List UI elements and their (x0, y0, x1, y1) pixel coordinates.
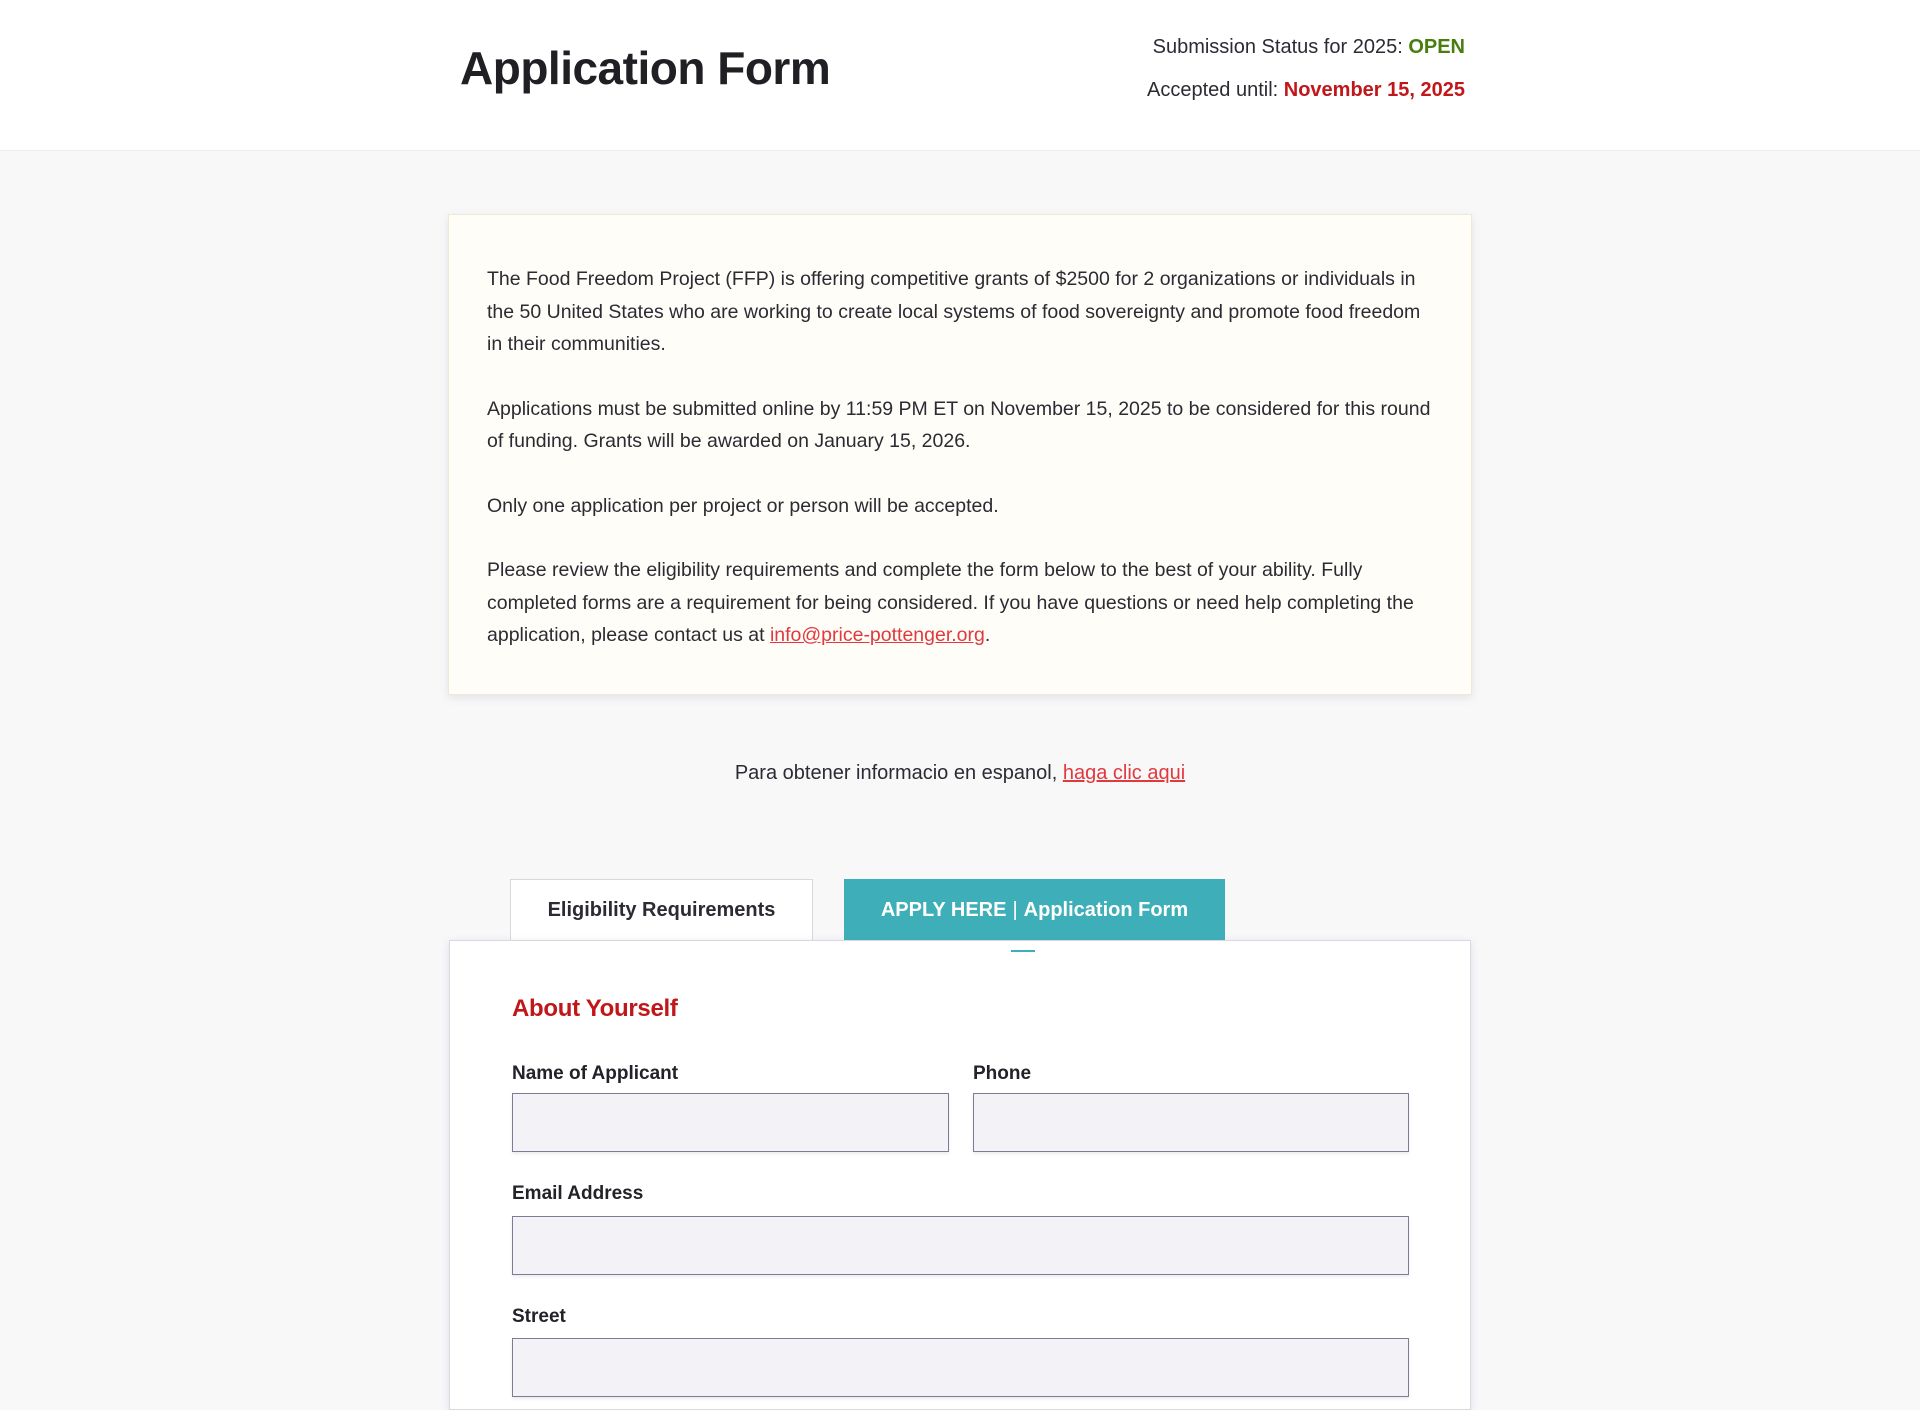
tab-apply-separator: | (1012, 898, 1018, 921)
street-input[interactable] (512, 1338, 1409, 1397)
status-label: Submission Status for 2025: (1152, 36, 1409, 58)
spanish-link[interactable]: haga clic aqui (1062, 762, 1186, 784)
deadline-label: Accepted until: (1147, 79, 1284, 101)
email-label: Email Address (512, 1183, 644, 1204)
section-title-about-yourself: About Yourself (512, 995, 678, 1022)
application-form (449, 940, 1471, 1410)
info-card (448, 214, 1472, 695)
tab-application-form[interactable] (844, 879, 1225, 941)
tab-eligibility-label: Eligibility Requirements (547, 899, 776, 921)
spanish-info (0, 759, 1920, 787)
contact-period: . (984, 624, 991, 646)
tab-apply-suffix: Application Form (1023, 898, 1189, 921)
street-label: Street (512, 1306, 566, 1327)
status-row (1147, 34, 1465, 60)
name-label: Name of Applicant (512, 1063, 679, 1084)
name-input[interactable] (512, 1093, 949, 1152)
info-paragraph-deadline: Applications must be submitted online by 11:59 PM ET on November 15, 2025 to be considered for this round of funding. Grants will be awarded on January 15, 2026. (487, 397, 1431, 452)
page-title: Application Form (460, 42, 831, 94)
phone-input[interactable] (973, 1093, 1409, 1152)
active-tab-indicator (1011, 950, 1035, 952)
tab-eligibility-requirements[interactable] (510, 879, 813, 941)
phone-label: Phone (973, 1063, 1032, 1084)
email-input[interactable] (512, 1216, 1409, 1275)
tab-apply-prefix: APPLY HERE (880, 898, 1007, 921)
info-paragraph-grants: The Food Freedom Project (FFP) is offering competitive grants of $2500 for 2 organizations or individuals in the 50 United States who are working to create local systems of food sovereignty and promote food freedom in their communities. (487, 268, 1421, 355)
spanish-text: Para obtener informacio en espanol, (734, 762, 1063, 784)
contact-email-link[interactable]: info@price-pottenger.org (769, 624, 985, 646)
contact-text: Please review the eligibility requirements and complete the form below to the best of your ability. Fully completed forms are a requirement for being considered. If you have questions or need help completing the application, please contact us at (487, 559, 1414, 646)
page-header (0, 0, 1920, 151)
deadline-date: November 15, 2025 (1283, 79, 1465, 101)
info-paragraph-one-application: Only one application per project or person will be accepted. (487, 494, 999, 517)
info-paragraph-contact (487, 554, 1435, 652)
deadline-row (1147, 77, 1465, 103)
submission-status (1147, 34, 1465, 103)
status-badge: OPEN (1408, 36, 1465, 58)
